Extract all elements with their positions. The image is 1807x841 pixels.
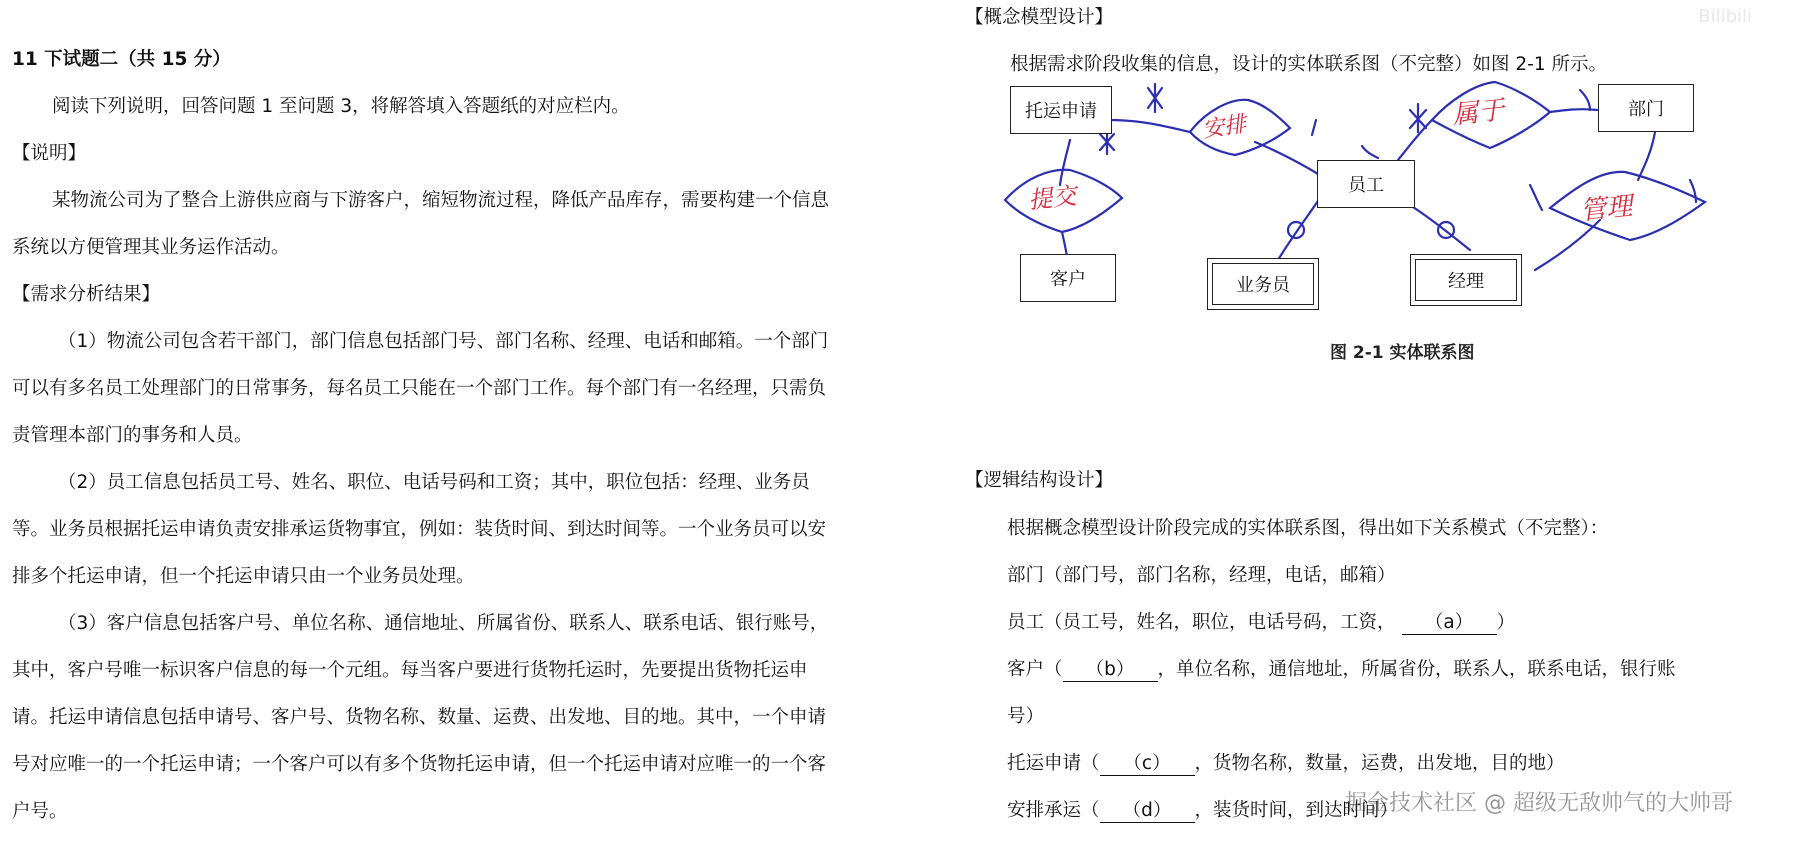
explain-text: 某物流公司为了整合上游供应商与下游客户，缩短物流过程，降低产品库存，需要构建一个信息系统以方便管理其业务运作活动。 (12, 190, 830, 258)
blank-a: （a） (1402, 608, 1497, 635)
relation-anpai-start: 安排承运（ (1007, 800, 1100, 821)
blank-c: （c） (1100, 749, 1195, 776)
watermark: 掘金技术社区 @ 超级无敌帅气的大帅哥 (1345, 791, 1733, 816)
question-title: 11 下试题二（共 15 分） (12, 49, 231, 70)
rel-anpai-handwritten: 安排 (1200, 112, 1248, 143)
concept-text: 根据需求阶段收集的信息，设计的实体联系图（不完整）如图 2-1 所示。 (1010, 54, 1607, 75)
relation-anpai-text: ，装货时间，到达时间） (1194, 800, 1399, 821)
entity-yewuyuan: 业务员 (1207, 258, 1319, 310)
relation-kehu-text: ，单位名称，通信地址，所属省份，联系人，联系电话，银行账 (1157, 659, 1676, 680)
rel-shuyu-handwritten: 属于 (1450, 95, 1506, 131)
entity-kehu: 客户 (1020, 254, 1116, 302)
er-diagram (990, 70, 1760, 330)
relation-yuangong (1007, 608, 1515, 635)
requirement-1: （1）物流公司包含若干部门，部门信息包括部门号、部门名称、经理、电话和邮箱。一个部门可以有多名员工处理部门的日常事务，每名员工只能在一个部门工作。每个部门有一名经理，只需负责管理本部门的事务和人员。 (12, 331, 829, 446)
top-watermark: Bilibili (1698, 6, 1752, 27)
entity-jingli: 经理 (1410, 254, 1522, 306)
relation-anpai (1007, 796, 1398, 823)
entity-tuoyun: 托运申请 (1010, 86, 1112, 134)
relation-tuoyun-start: 托运申请（ (1007, 753, 1100, 774)
concept-label: 【概念模型设计】 (965, 7, 1114, 28)
intro-text: 阅读下列说明，回答问题 1 至问题 3，将解答填入答题纸的对应栏内。 (52, 96, 630, 117)
relation-tuoyun-text: ，货物名称，数量，运费，出发地，目的地） (1194, 753, 1565, 774)
requirement-3: （3）客户信息包括客户号、单位名称、通信地址、所属省份、联系人、联系电话、银行账号，其中，客户号唯一标识客户信息的每一个元组。每当客户要进行货物托运时，先要提出货物托运申请。托运申请信息包括申请号、客户号、货物名称、数量、运费、出发地、目的地。其中，一个申请号对应唯一的一个托运申请；一个客户可以有多个货物托运申请，但一个托运申请对应唯一的一个客户号。 (12, 613, 829, 822)
relation-kehu (1007, 655, 1676, 682)
explain-label: 【说明】 (12, 143, 87, 164)
logic-label: 【逻辑结构设计】 (965, 470, 1114, 491)
relation-kehu-start: 客户（ (1007, 659, 1063, 680)
relation-tuoyun (1007, 749, 1565, 776)
blank-d: （d） (1100, 796, 1195, 823)
relation-kehu-cont: 号） (1007, 706, 1045, 727)
relation-yuangong-text: 员工（员工号，姓名，职位，电话号码，工资， (1007, 612, 1396, 633)
rel-tijiao-handwritten: 提交 (1026, 181, 1078, 215)
requirements-label: 【需求分析结果】 (12, 284, 161, 305)
left-column (12, 36, 842, 835)
requirement-2: （2）员工信息包括员工号、姓名、职位、电话号码和工资；其中，职位包括：经理、业务员等。业务员根据托运申请负责安排承运货物事宜，例如：装货时间、到达时间等。一个业务员可以安排多个托运申请，但一个托运申请只由一个业务员处理。 (12, 472, 827, 587)
relation-bumen: 部门（部门号，部门名称，经理，电话，邮箱） (1007, 565, 1396, 586)
relation-yuangong-end: ） (1496, 612, 1516, 633)
logic-text: 根据概念模型设计阶段完成的实体联系图，得出如下关系模式（不完整）： (1007, 518, 1609, 539)
blank-b: （b） (1063, 655, 1158, 682)
rel-guanli-handwritten: 管理 (1578, 191, 1634, 227)
entity-bumen: 部门 (1598, 84, 1694, 132)
er-caption: 图 2-1 实体联系图 (1330, 343, 1475, 363)
entity-yuangong: 员工 (1317, 160, 1415, 208)
